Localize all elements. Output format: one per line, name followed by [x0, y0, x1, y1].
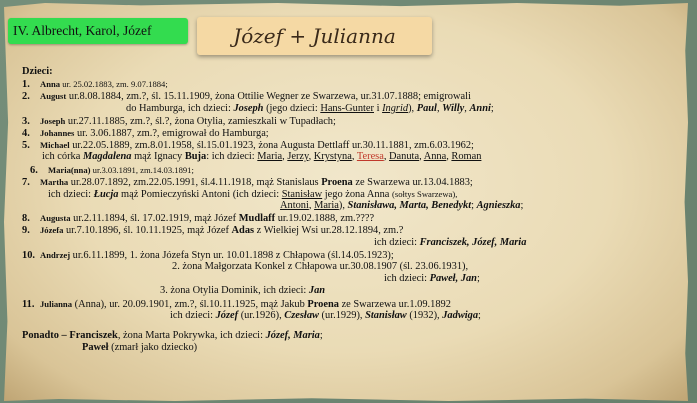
- child-name: Michael: [40, 140, 70, 151]
- list-item-continuation: [22, 200, 662, 212]
- text: do Hamburga, ich dzieci:: [126, 102, 234, 114]
- child-name: Franciszek: [69, 329, 118, 341]
- item-number: 3.: [22, 115, 30, 127]
- text: ze Swarzewa ur.1.09.1892: [338, 298, 451, 310]
- text: ),: [408, 102, 417, 114]
- text: ich córka: [42, 151, 83, 163]
- grandchild-name: Danuta: [389, 151, 420, 163]
- list-heading: Dzieci:: [22, 66, 53, 77]
- grandchild-name: Antoni: [280, 200, 309, 212]
- spouse-surname: Proena: [307, 298, 339, 310]
- grandchild-name: Maria: [314, 200, 339, 212]
- child-name: Andrzej: [40, 249, 71, 260]
- list-item-continuation: [22, 237, 662, 249]
- text: mąż Ignacy: [131, 151, 185, 163]
- list-item-continuation: [22, 261, 662, 273]
- child-names: Stanisława, Marta, Benedykt: [347, 200, 472, 212]
- grandchild-name: Hans-Gunter: [320, 102, 374, 114]
- child-name: Maria(nna): [48, 164, 91, 175]
- label: Ponadto –: [22, 329, 70, 341]
- child-name: August: [40, 91, 67, 102]
- list-item: [22, 78, 662, 90]
- child-details: ur.27.11.1885, zm.?, śl.?, żona Otylia, zamieszkali w Tupadłach;: [65, 115, 336, 127]
- text: ),: [338, 200, 348, 212]
- text: ich dzieci:: [384, 273, 430, 285]
- text: ich dzieci:: [48, 188, 94, 200]
- child-details: ur. 3.06.1887, zm.?, emigrował do Hamburga;: [74, 127, 269, 139]
- grandchild-name: Willy: [442, 102, 465, 114]
- grandchild-name: Czesław: [284, 309, 319, 321]
- child-name: Jan: [308, 285, 326, 297]
- child-details: (Anna), ur. 20.09.1901, zm.?, śl.10.11.1925, mąż Jakub: [72, 298, 308, 310]
- grandchild-name: Jerzy: [287, 151, 309, 163]
- item-number: 2.: [22, 91, 30, 103]
- child-name: Paweł: [82, 342, 109, 354]
- text: ;: [319, 329, 323, 341]
- text: , żona Marta Pokrywka, ich dzieci:: [117, 329, 266, 341]
- child-name: Magdalena: [82, 151, 132, 163]
- grandchild-name: Łucja: [93, 188, 119, 200]
- grandchild-name: Stanisław: [281, 188, 323, 200]
- child-details: ur.6.11.1899, 1. żona Józefa Styn ur. 10.01.1898 z Chłapowa (śl.14.05.1923);: [70, 249, 394, 261]
- child-details: ur.28.07.1892, zm.22.05.1991, śl.4.11.1918, mąż Stanislaus: [68, 176, 322, 188]
- text: ;: [520, 200, 524, 212]
- list-item-continuation: do Hamburga, ich dzieci: Joseph (jego dzieci: Hans-Gunter i Ingrid), Paul, Willy, Anni;: [126, 102, 494, 114]
- grandchild-name: Anni: [469, 102, 491, 114]
- grandchild-name: Roman: [451, 151, 482, 163]
- child-details: ur.3.03.1891, zm.14.03.1891;: [90, 164, 194, 175]
- list-item-continuation: ich córka Magdalena mąż Ignacy Buja: ich dzieci: Maria, Jerzy, Krystyna, Teresa, Danuta, Anna, Roman: [42, 151, 482, 163]
- item-number: 8.: [22, 213, 30, 225]
- child-name: Anna: [40, 79, 61, 90]
- text: ich dzieci:: [170, 309, 216, 321]
- item-number: 5.: [22, 140, 30, 152]
- other-children: [22, 342, 662, 354]
- child-name: Martha: [40, 176, 69, 187]
- spouse-surname: Adas: [231, 225, 255, 237]
- children-list: [22, 66, 662, 354]
- spouse-surname: Proena: [321, 176, 353, 188]
- list-item: [22, 127, 662, 139]
- text: ;: [471, 200, 477, 212]
- text: (ur.1929),: [318, 309, 366, 321]
- list-item: [22, 139, 662, 151]
- grandchild-name: Józef: [215, 309, 239, 321]
- list-item: [22, 212, 662, 224]
- list-item: [22, 164, 662, 176]
- child-names: Paweł, Jan: [429, 273, 477, 285]
- child-name: Johannes: [40, 127, 75, 138]
- list-item: [22, 176, 662, 188]
- text: i: [373, 102, 383, 114]
- grandchild-name: Maria: [257, 151, 283, 163]
- grandchild-name: Krystyna: [313, 151, 352, 163]
- list-item-continuation: [22, 310, 662, 322]
- list-item-continuation: [22, 188, 662, 200]
- grandchild-names: Józef, Maria: [265, 329, 320, 341]
- text: ,: [308, 200, 315, 212]
- child-name: Julianna: [40, 298, 73, 309]
- spouse-surname: Mudlaff: [238, 213, 276, 225]
- list-item: [22, 115, 662, 127]
- child-name: Joseph: [233, 102, 264, 114]
- text: ;: [478, 309, 481, 321]
- text: z Wielkiej Wsi ur.28.12.1894, zm.?: [254, 225, 404, 237]
- text: 2. żona Małgorzata Konkel z Chłapowa ur.30.08.1907 (śl. 23.06.1931),: [172, 261, 469, 272]
- text: ;: [476, 273, 480, 285]
- child-name: Agnieszka: [476, 200, 521, 212]
- list-item: [22, 298, 662, 310]
- text: (1932),: [406, 309, 443, 321]
- child-name: Augusta: [40, 213, 71, 224]
- text: ich dzieci:: [374, 236, 420, 248]
- list-item: [22, 249, 662, 261]
- item-number: 9.: [22, 225, 30, 237]
- text: ;: [490, 102, 494, 114]
- child-details: ur.22.05.1889, zm.8.01.1958, śl.15.01.1923, żona Augusta Dettlaff ur.30.11.1881, zm.6.03.1962;: [69, 140, 474, 152]
- grandchild-name: Teresa: [356, 151, 384, 163]
- text: (jego dzieci:: [263, 102, 321, 114]
- text: (ur.1926),: [238, 309, 285, 321]
- list-item-continuation: [22, 273, 662, 285]
- text: jego żona Anna: [322, 188, 392, 200]
- text: (zmarł jako dziecko): [108, 342, 198, 354]
- text: mąż Pomieczyński Antoni (ich dzieci:: [118, 188, 282, 200]
- item-number: 1.: [22, 79, 30, 91]
- list-item: [22, 224, 662, 236]
- item-number: 10.: [22, 249, 35, 261]
- grandchild-name: Anna: [423, 151, 447, 163]
- section-tag: IV. Albrecht, Karol, Józef: [8, 18, 188, 44]
- text: ze Swarzewa ur.13.04.1883;: [352, 176, 473, 188]
- child-name: Joseph: [40, 115, 66, 126]
- list-item-continuation: [22, 285, 662, 297]
- grandchild-name: Jadwiga: [442, 309, 479, 321]
- text: 3. żona Otylia Dominik, ich dzieci:: [160, 285, 309, 297]
- child-details: ur.8.08.1884, zm.?, śl. 15.11.1909, żona Ottilie Wegner ze Swarzewa, ur.31.07.1888; emigrowali: [66, 91, 471, 103]
- child-details: ur.2.11.1894, śl. 17.02.1919, mąż Józef: [70, 213, 239, 225]
- grandchild-name: Paul: [416, 102, 437, 114]
- child-details: ur. 25.02.1883, zm. 9.07.1884;: [60, 79, 168, 90]
- item-number: 11.: [22, 298, 35, 310]
- child-names: Franciszek, Józef, Maria: [419, 236, 527, 248]
- text: : ich dzieci:: [206, 151, 258, 163]
- item-number: 7.: [22, 176, 30, 188]
- other-children: [22, 330, 662, 342]
- note: (sołtys Swarzewa),: [391, 188, 458, 199]
- text: ur.19.02.1888, zm.????: [275, 213, 375, 225]
- item-number: 4.: [22, 127, 30, 139]
- page-title: Józef + Julianna: [197, 17, 432, 55]
- grandchild-name: Ingrid: [382, 102, 409, 114]
- item-number: 6.: [30, 164, 38, 176]
- child-name: Józefa: [40, 225, 64, 236]
- list-item: [22, 90, 662, 102]
- grandchild-name: Stanisław: [365, 309, 407, 321]
- spouse-name: Buja: [184, 151, 207, 163]
- child-details: ur.7.10.1896, śl. 10.11.1925, mąż Józef: [63, 225, 232, 237]
